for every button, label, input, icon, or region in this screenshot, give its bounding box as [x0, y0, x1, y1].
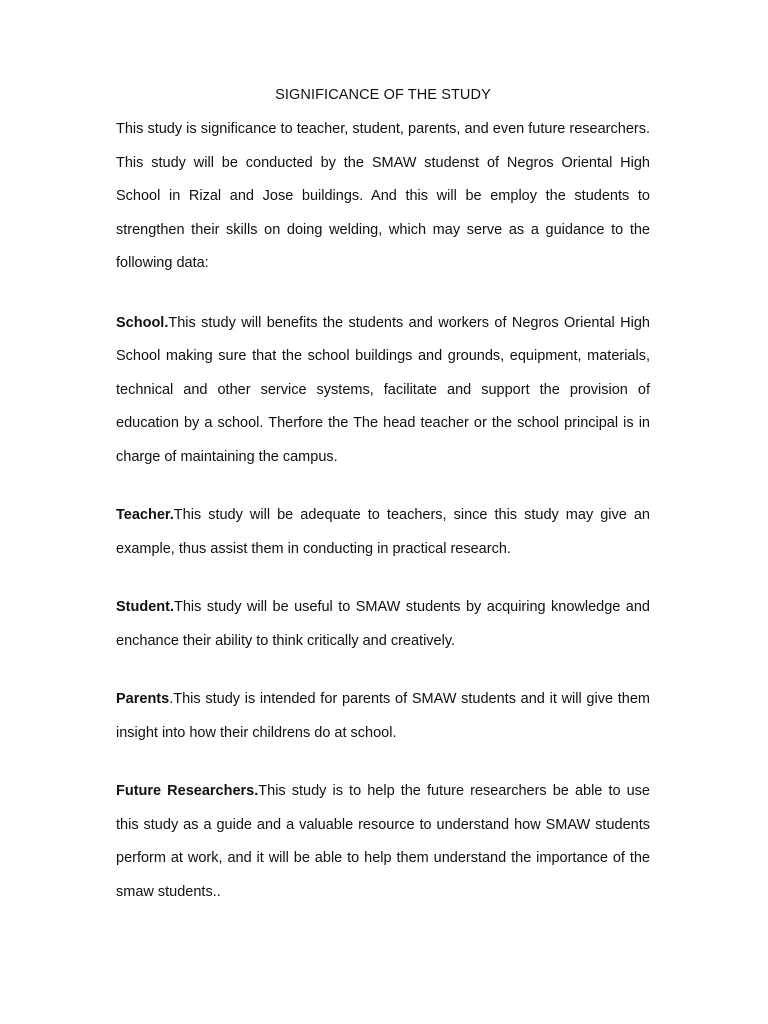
section-body: This study will be useful to SMAW students by acquiring knowledge and enchance their ability to think critically and creatively. [116, 599, 650, 649]
section-heading: Student. [116, 599, 174, 615]
section-heading: Teacher. [116, 507, 174, 523]
section-future-researchers [116, 775, 650, 909]
section-student [116, 591, 650, 658]
section-parents [116, 683, 650, 750]
section-teacher [116, 499, 650, 566]
section-heading: Future Researchers. [116, 783, 259, 799]
section-heading: Parents [116, 691, 170, 707]
section-body: This study will benefits the students and workers of Negros Oriental High School making sure that the school buildings and grounds, equipment, materials, technical and other service systems, facilitate and support the provision of education by a school. Therfore the The head teacher or the school principal is in charge of maintaining the campus. [116, 314, 650, 465]
section-body: .This study is intended for parents of SMAW students and it will give them insight into how their childrens do at school. [116, 691, 650, 741]
intro-paragraph: This study is significance to teacher, student, parents, and even future researchers. This study will be conducted by the SMAW studenst of Negros Oriental High School in Rizal and Jose buildings. And this will be employ the students to strengthen their skills on doing welding, which may serve as a guidance to the following data: [116, 121, 650, 271]
section-body: This study will be adequate to teachers, since this study may give an example, thus assist them in conducting in practical research. [116, 507, 650, 557]
section-body: This study is to help the future researchers be able to use this study as a guide and a valuable resource to understand how SMAW students perform at work, and it will be able to help them understand the importance of the smaw students.. [116, 783, 650, 900]
document-title: SIGNIFICANCE OF THE STUDY [275, 87, 491, 103]
section-school [116, 307, 650, 475]
section-heading: School. [116, 314, 169, 331]
